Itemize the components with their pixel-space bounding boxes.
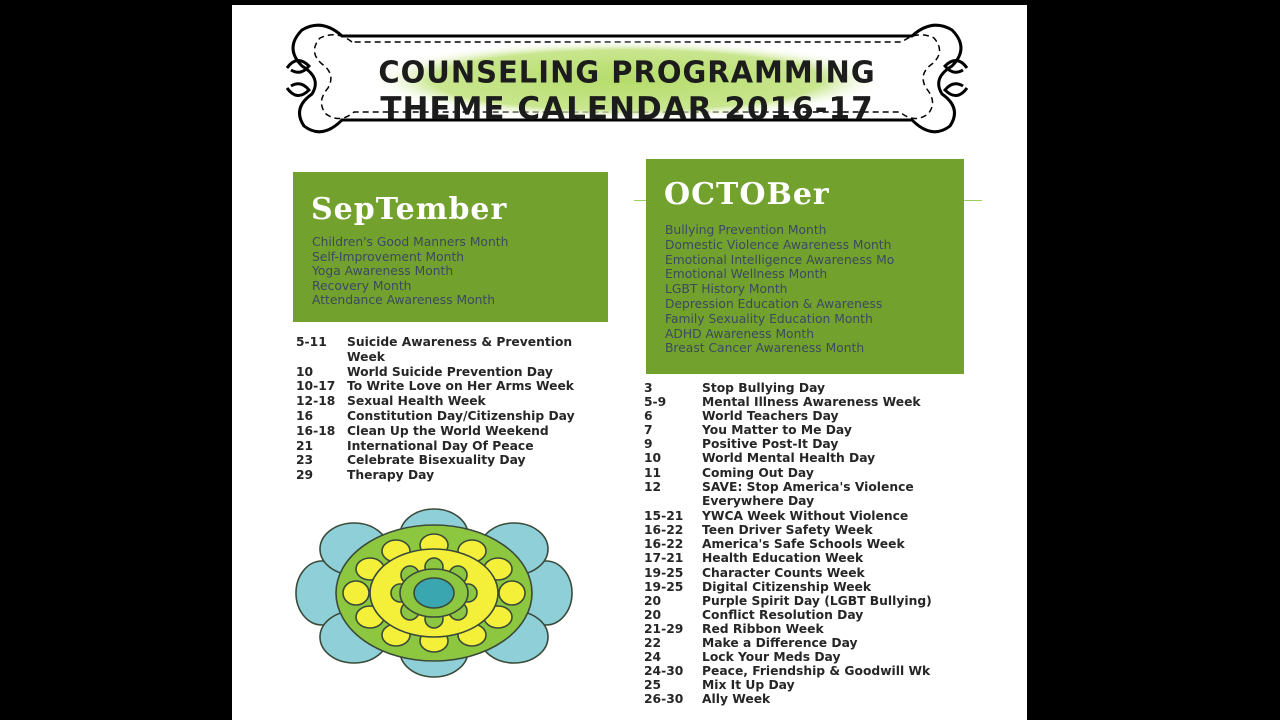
flower-icon bbox=[290, 508, 578, 678]
list-item: LGBT History Month bbox=[665, 282, 788, 297]
event-date: 23 bbox=[296, 453, 314, 468]
list-item: Emotional Intelligence Awareness Mo bbox=[665, 252, 895, 267]
event-date: 29 bbox=[296, 468, 314, 483]
event-name: Positive Post-It Day bbox=[702, 437, 839, 452]
event-name: International Day Of Peace bbox=[347, 438, 534, 453]
event-date: 24-30 bbox=[644, 664, 684, 679]
event-date: 10-17 bbox=[296, 379, 336, 394]
event-date: 26-30 bbox=[644, 692, 684, 707]
list-item bbox=[644, 636, 984, 650]
list-item bbox=[644, 395, 984, 409]
event-date: 11 bbox=[644, 465, 662, 480]
event-date: 5-11 bbox=[296, 335, 327, 349]
list-item bbox=[644, 664, 984, 678]
list-item bbox=[296, 453, 626, 468]
list-item: Depression Education & Awareness bbox=[665, 296, 883, 311]
event-date: 24 bbox=[644, 650, 662, 665]
list-item bbox=[296, 379, 626, 394]
event-date: 20 bbox=[644, 607, 662, 622]
list-item: Emotional Wellness Month bbox=[665, 267, 828, 282]
list-item bbox=[296, 409, 626, 424]
list-item bbox=[644, 423, 984, 437]
list-item bbox=[644, 622, 984, 636]
september-theme-list bbox=[312, 235, 508, 308]
event-date: 20 bbox=[644, 593, 662, 608]
list-item: Yoga Awareness Month bbox=[312, 264, 454, 278]
october-theme-box bbox=[646, 159, 964, 374]
list-item bbox=[644, 537, 984, 551]
list-item bbox=[644, 381, 984, 395]
event-name: Therapy Day bbox=[347, 468, 435, 483]
event-name: Purple Spirit Day (LGBT Bullying) bbox=[702, 593, 932, 608]
event-date: 3 bbox=[644, 381, 653, 395]
list-item: Children's Good Manners Month bbox=[312, 235, 509, 249]
list-item bbox=[644, 580, 984, 594]
list-item bbox=[644, 523, 984, 537]
event-name: Health Education Week bbox=[702, 551, 864, 566]
event-name: Conflict Resolution Day bbox=[702, 607, 864, 622]
list-item: Bullying Prevention Month bbox=[665, 223, 827, 237]
event-date: 5-9 bbox=[644, 395, 667, 410]
event-name: Teen Driver Safety Week bbox=[702, 523, 873, 538]
event-name: Peace, Friendship & Goodwill Wk bbox=[702, 664, 931, 679]
event-date: 16 bbox=[296, 408, 314, 423]
october-theme-list bbox=[665, 223, 894, 356]
list-item bbox=[644, 594, 984, 608]
list-item bbox=[644, 509, 984, 523]
october-heading: OCTOBer bbox=[664, 177, 830, 212]
list-item bbox=[296, 335, 626, 365]
list-item bbox=[644, 566, 984, 580]
event-date: 21-29 bbox=[644, 621, 684, 636]
event-date: 22 bbox=[644, 636, 662, 650]
list-item: Family Sexuality Education Month bbox=[665, 311, 873, 326]
list-item: Self-Improvement Month bbox=[312, 249, 465, 264]
event-date: 15-21 bbox=[644, 509, 684, 524]
list-item bbox=[644, 466, 984, 480]
list-item: Breast Cancer Awareness Month bbox=[665, 341, 865, 356]
event-date: 10 bbox=[644, 451, 662, 466]
list-item bbox=[296, 468, 626, 483]
list-item bbox=[644, 678, 984, 692]
event-name: World Suicide Prevention Day bbox=[347, 364, 553, 379]
event-name: Mental Illness Awareness Week bbox=[702, 395, 921, 410]
list-item bbox=[644, 608, 984, 622]
event-date: 12-18 bbox=[296, 394, 336, 409]
event-name: Digital Citizenship Week bbox=[702, 579, 872, 594]
event-date: 19-25 bbox=[644, 565, 684, 580]
event-name: SAVE: Stop America's Violence Everywhere Day bbox=[702, 479, 914, 509]
event-name: Celebrate Bisexuality Day bbox=[347, 453, 526, 468]
event-name: World Teachers Day bbox=[702, 409, 839, 424]
list-item bbox=[644, 437, 984, 451]
event-name: Lock Your Meds Day bbox=[702, 650, 841, 665]
event-name: America's Safe Schools Week bbox=[702, 537, 905, 552]
event-name: Constitution Day/Citizenship Day bbox=[347, 408, 575, 423]
october-event-list bbox=[644, 381, 984, 706]
event-date: 12 bbox=[644, 479, 662, 494]
list-item bbox=[644, 451, 984, 465]
event-name: Clean Up the World Weekend bbox=[347, 423, 549, 438]
list-item bbox=[644, 480, 984, 510]
list-item: Domestic Violence Awareness Month bbox=[665, 237, 892, 252]
event-date: 6 bbox=[644, 409, 653, 424]
event-name: YWCA Week Without Violence bbox=[702, 509, 909, 524]
event-name: Stop Bullying Day bbox=[702, 381, 826, 395]
event-name: World Mental Health Day bbox=[702, 451, 876, 466]
list-item bbox=[644, 650, 984, 664]
list-item: Attendance Awareness Month bbox=[312, 293, 496, 307]
september-theme-box bbox=[293, 172, 608, 322]
list-item: ADHD Awareness Month bbox=[665, 326, 814, 341]
title-banner bbox=[282, 8, 972, 148]
september-event-list bbox=[296, 335, 626, 483]
event-name: Character Counts Week bbox=[702, 565, 865, 580]
event-date: 21 bbox=[296, 438, 314, 453]
list-item bbox=[644, 692, 984, 706]
event-date: 7 bbox=[644, 423, 653, 438]
september-heading: SepTember bbox=[311, 192, 508, 227]
list-item: Recovery Month bbox=[312, 278, 412, 293]
event-name: Coming Out Day bbox=[702, 465, 814, 480]
list-item bbox=[296, 365, 626, 380]
list-item bbox=[296, 439, 626, 454]
event-date: 10 bbox=[296, 364, 314, 379]
list-item bbox=[296, 394, 626, 409]
event-name: Mix It Up Day bbox=[702, 678, 795, 693]
event-name: Suicide Awareness & Prevention Week bbox=[347, 335, 573, 364]
event-name: Sexual Health Week bbox=[347, 394, 486, 409]
event-date: 16-22 bbox=[644, 523, 684, 538]
event-name: Make a Difference Day bbox=[702, 636, 858, 650]
event-date: 16-22 bbox=[644, 537, 684, 552]
event-name: You Matter to Me Day bbox=[702, 423, 852, 438]
title-line-2: THEME CALENDAR 2016-17 bbox=[380, 91, 874, 127]
event-date: 17-21 bbox=[644, 551, 684, 566]
list-item bbox=[644, 551, 984, 565]
event-name: To Write Love on Her Arms Week bbox=[347, 379, 574, 394]
title-line-1: COUNSELING PROGRAMMING bbox=[378, 54, 876, 90]
event-date: 9 bbox=[644, 437, 653, 452]
event-date: 19-25 bbox=[644, 579, 684, 594]
list-item bbox=[296, 424, 626, 439]
event-date: 25 bbox=[644, 678, 662, 693]
event-name: Red Ribbon Week bbox=[702, 621, 824, 636]
list-item bbox=[644, 409, 984, 423]
event-date: 16-18 bbox=[296, 423, 336, 438]
event-name: Ally Week bbox=[702, 692, 771, 707]
